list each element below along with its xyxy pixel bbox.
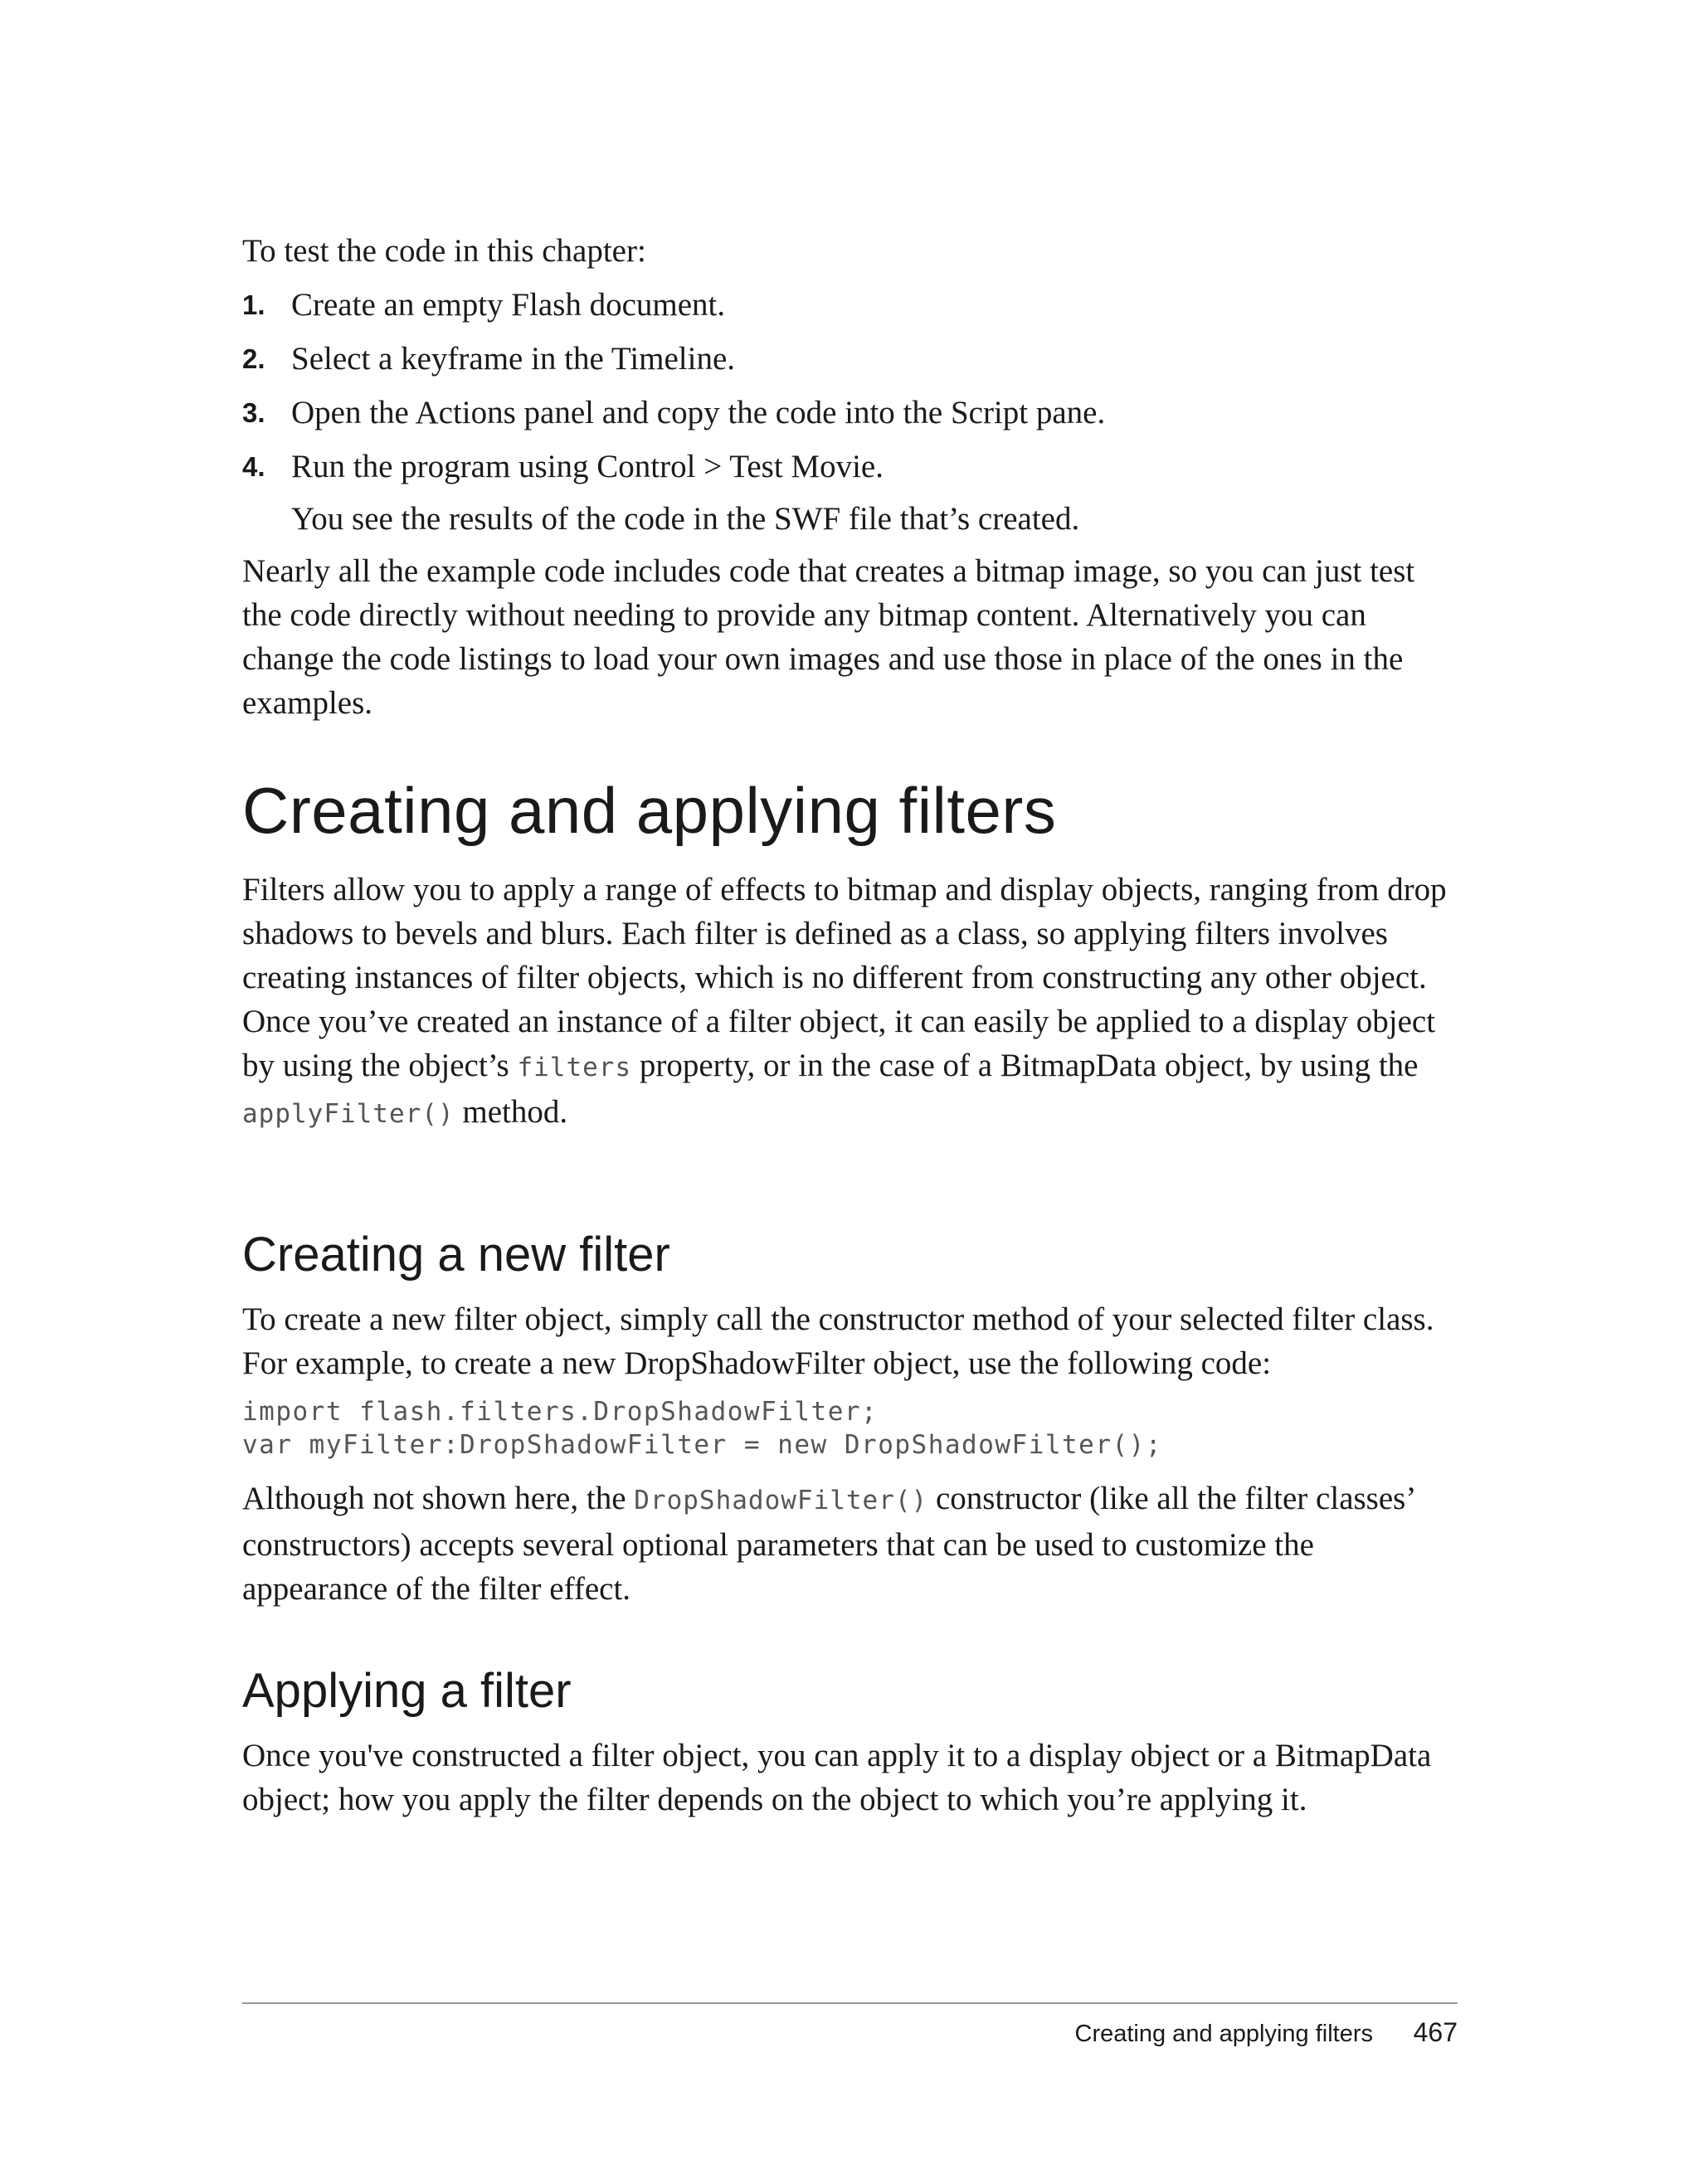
code-line: import flash.filters.DropShadowFilter; [242, 1397, 879, 1427]
list-item [242, 283, 1462, 327]
intro-text: To test the code in this chapter: [242, 233, 646, 269]
page-number: 467 [1413, 2017, 1458, 2047]
inline-code-applyfilter: applyFilter() [242, 1099, 455, 1129]
step-text: Open the Actions panel and copy the code into the Script pane. [291, 395, 1106, 430]
constructor-paragraph [242, 1476, 1462, 1611]
step-text: Select a keyframe in the Timeline. [291, 341, 736, 377]
list-item [242, 445, 1462, 489]
step-note: You see the results of the code in the SWF file that’s created. [291, 501, 1080, 537]
creating-filter-paragraph: To create a new filter object, simply call the constructor method of your selected filter class. For example, to create a new DropShadowFilter object, use the following code: [242, 1301, 1434, 1381]
paragraph-text: Filters allow you to apply a range of effects to bitmap and display objects, ranging from drop shadows to bevels and blurs. Each filter is defined as a class, so applying filters involves creating instances of filter objects, which is no different from constructing any other object. Once you’ve created an instance of a filter object, it can easily be applied to a display object by using the object’s [242, 872, 1447, 1083]
inline-code-filters: filters [517, 1053, 632, 1082]
footer-running-title: Creating and applying filters [1074, 2021, 1373, 2047]
subsection-heading-creating: Creating a new filter [242, 1228, 670, 1282]
applying-filter-paragraph: Once you've constructed a filter object, you can apply it to a display object or a BitmapData object; how you apply the filter depends on the object to which you’re applying it. [242, 1738, 1432, 1817]
section-heading: Creating and applying filters [242, 774, 1057, 847]
step-text: Create an empty Flash document. [291, 287, 726, 323]
steps-list [242, 283, 1462, 489]
filters-intro-paragraph [242, 868, 1462, 1136]
list-item [242, 391, 1462, 435]
step-number: 3. [242, 397, 265, 428]
code-block [242, 1395, 1462, 1462]
paragraph-text: Although not shown here, the [242, 1481, 635, 1516]
paragraph-text: method. [454, 1094, 568, 1130]
list-item [242, 337, 1462, 381]
example-code-paragraph: Nearly all the example code includes code that creates a bitmap image, so you can just test the code directly without needing to provide any bitmap content. Alternatively you can change the code listings to load your own images and use those in place of the ones in the examples. [242, 553, 1415, 721]
subsection-heading-applying: Applying a filter [242, 1664, 572, 1718]
step-number: 1. [242, 289, 265, 320]
inline-code-dropshadowfilter: DropShadowFilter() [634, 1486, 928, 1515]
paragraph-text: constructor (like all the filter classes’ constructors) accepts several optional parameters that can be used to customize the appearance of the filter effect. [242, 1481, 1414, 1607]
page-content [242, 229, 1462, 1822]
step-text: Run the program using Control > Test Movie. [291, 449, 884, 484]
step-number: 4. [242, 451, 265, 482]
footer-divider [242, 2002, 1458, 2004]
step-number: 2. [242, 343, 265, 374]
paragraph-text: property, or in the case of a BitmapData object, by using the [631, 1048, 1419, 1083]
code-line: var myFilter:DropShadowFilter = new DropShadowFilter(); [242, 1430, 1162, 1460]
